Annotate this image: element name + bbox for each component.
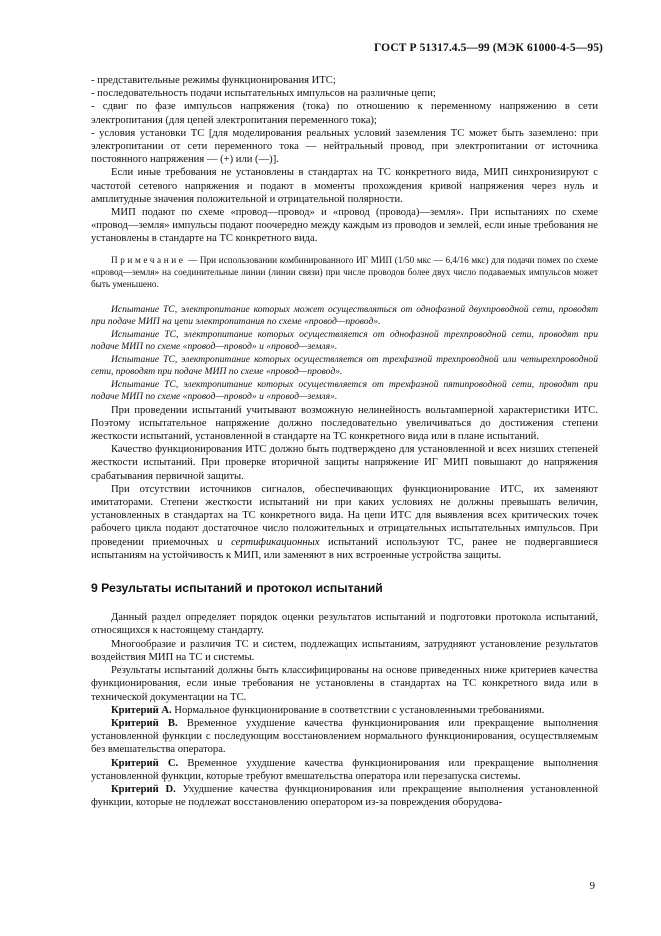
note-label: Примечание bbox=[111, 254, 186, 265]
page-number: 9 bbox=[589, 880, 595, 892]
bullet-item: - сдвиг по фазе импульсов напряжения (тока) по отношению к переменному напряжению в сети электропитания (для цепей электропитания переменного тока); bbox=[91, 101, 598, 126]
paragraph: Данный раздел определяет порядок оценки результатов испытаний и подготовки протокола испытаний, относящихся к настоящему стандарту. bbox=[91, 612, 598, 637]
italic-paragraph: Испытание ТС, электропитание которых осуществляется от трехфазной трехпроводной или четырехпроводной сети, проводят при подаче МИП по схеме «провод—провод». bbox=[91, 353, 598, 378]
bullet-item: - представительные режимы функционирования ИТС; bbox=[91, 75, 336, 86]
criterion-item: Критерий В. Временное ухудшение качества функционирования или прекращение выполнения установленной функции с последующим восстановлением нормального функционирования, осуществляемым без вмешательства оператора. bbox=[91, 717, 598, 756]
paragraph: Если иные требования не установлены в стандартах на ТС конкретного вида, МИП синхронизируют с частотой сетевого напряжения и подают в моменты прохождения кривой напряжения через нуль и амплитудные значения положительной и отрицательной полярности. bbox=[91, 167, 598, 205]
page-header: ГОСТ Р 51317.4.5—99 (МЭК 61000-4-5—95) bbox=[374, 42, 603, 54]
criterion-label: Критерий А. bbox=[111, 704, 172, 716]
bullet-item: - условия установки ТС [для моделирования реальных условий заземления ТС может быть заземлено: при электропитании от сети переменного тока — нейтральный провод, при электропитании от источника постоянного напряжения — (+) или (—)]. bbox=[91, 127, 598, 166]
paragraph: Качество функционирования ИТС должно быть подтверждено для установленной и всех низших степеней жесткости испытаний. При проверке вторичной защиты напряжение ИГ МИП повышают до напряжения срабатывания первичной защиты. bbox=[91, 444, 598, 482]
criterion-item: Критерий С. Временное ухудшение качества функционирования или прекращение выполнения установленной функции, которые требуют вмешательства оператора или перезапуска системы. bbox=[91, 757, 598, 782]
bullet-item: - последовательность подачи испытательных импульсов на различные цепи; bbox=[91, 88, 436, 100]
criterion-label: Критерий В. bbox=[111, 717, 178, 729]
paragraph: МИП подают по схеме «провод—провод» и «провод (провода)—земля». При испытаниях по схеме «провод—земля» импульсы подают поочередно между каждым из проводов и землей, если иные требования не установлены в стандарте на ТС конкретного вида. bbox=[91, 207, 598, 245]
page-content bbox=[91, 74, 598, 809]
criterion-item: Критерий D. Ухудшение качества функционирования или прекращение выполнения установленной функции, которые не подлежат восстановлению оператором из-за повреждения оборудова- bbox=[91, 783, 598, 809]
italic-paragraph: Испытание ТС, электропитание которых осуществляется от трехфазной пятипроводной сети, проводят при подаче МИП по схеме «провод—провод» и «провод—земля». bbox=[91, 378, 598, 403]
criterion-label: Критерий С. bbox=[111, 757, 179, 769]
note-text: — При использовании комбинированного ИГ МИП (1/50 мкс — 6,4/16 мкс) для подачи помех по схеме «провод—земля» на соединительные линии (линии связи) при числе проводов более двух число подаваемых импульсов может быть уменьшено. bbox=[91, 254, 598, 289]
emphasis: и сертификационных bbox=[217, 536, 320, 548]
note bbox=[91, 254, 598, 290]
section-title: 9 Результаты испытаний и протокол испытаний bbox=[91, 581, 383, 596]
paragraph: Результаты испытаний должны быть классифицированы на основе приведенных ниже критериев качества функционирования, если иные требования не установлены в стандартах на ТС конкретного вида или в технической документации на ТС. bbox=[91, 665, 598, 703]
paragraph: При отсутствии источников сигналов, обеспечивающих функционирование ИТС, их заменяют имитаторами. Степени жесткости испытаний ни при каких условиях не должны превышать величин, установленных в стандартах на ТС конкретного вида. На цепи ИТС для выявления всех критических точек рабочего цикла подают достаточное число положительных и отрицательных испытательных импульсов. При проведении приемочных и сертификационных испытаний используют ТС, ранее не подвергавшиеся испытаниям на устойчивость к МИП, или заменяют в них встроенные устройства защиты. bbox=[91, 483, 599, 561]
paragraph: Многообразие и различия ТС и систем, подлежащих испытаниям, затрудняют установление результатов воздействия МИП на ТС и системы. bbox=[91, 638, 598, 663]
criterion-label: Критерий D. bbox=[111, 783, 176, 795]
criterion-item: Критерий А. Нормальное функционирование в соответствии с установленными требованиями. bbox=[111, 704, 545, 716]
italic-paragraph: Испытание ТС, электропитание которых осуществляется от однофазной трехпроводной сети, проводят при подаче МИП по схеме «провод—провод» и «провод—земля». bbox=[91, 328, 598, 353]
paragraph: При проведении испытаний учитывают возможную нелинейность вольтамперной характеристики ИТС. Поэтому испытательное напряжение должно последовательно увеличиваться до достижения степени жесткости испытаний, установленной в стандарте на ТС конкретного вида или в плане испытаний. bbox=[91, 404, 598, 443]
italic-paragraph: Испытание ТС, электропитание которых может осуществляться от однофазной двухпроводной сети, проводят при подаче МИП на цепи электропитания по схеме «провод—провод». bbox=[91, 303, 598, 328]
